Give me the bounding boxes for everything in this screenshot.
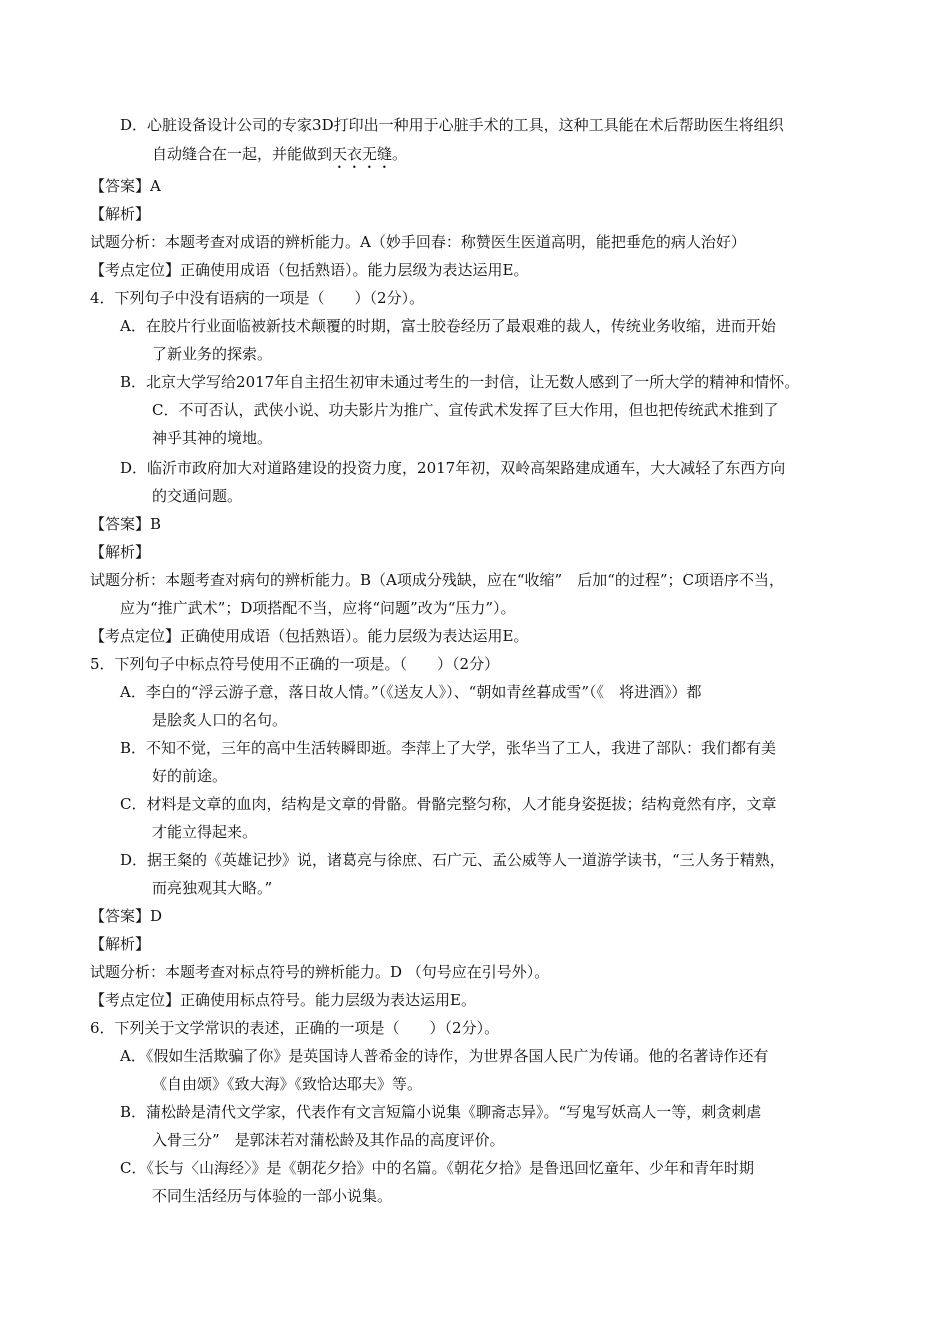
- q5-option-c-line1: C．材料是文章的血肉，结构是文章的骨骼。骨骼完整匀称，人才能身姿挺拔；结构竟然有序，文章: [120, 795, 777, 813]
- q5-option-c-line2: 才能立得起来。: [152, 823, 258, 841]
- q4-option-b-line1: B．北京大学写给2017年自主招生初审未通过考生的一封信，让无数人感到了一所大学的精神和情怀。: [120, 373, 800, 391]
- q6-option-a-line2: 《自由颂》《致大海》《致恰达耶夫》等。: [152, 1075, 423, 1093]
- q4-analysis-label: 【解析】: [90, 543, 151, 561]
- q3-emphasized-idiom: 天衣无缝: [332, 145, 393, 163]
- q5-analysis: 试题分析：本题考查对标点符号的辨析能力。D （句号应在引号外）。: [90, 963, 550, 981]
- q3-answer: 【答案】A: [90, 177, 161, 195]
- q3-option-d-line2-post: 。: [392, 145, 408, 163]
- q5-option-d-line2: 而亮独观其大略。”: [152, 879, 273, 897]
- q4-option-c-line1: C．不可否认，武侠小说、功夫影片为推广、宣传武术发挥了巨大作用，但也把传统武术推到了: [152, 401, 779, 419]
- q4-option-c-line2: 神乎其神的境地。: [152, 429, 273, 447]
- q3-option-d-line1: D．心脏设备设计公司的专家3D打印出一种用于心脏手术的工具，这种工具能在术后帮助医生将组织: [120, 116, 784, 134]
- q5-analysis-label: 【解析】: [90, 935, 151, 953]
- q4-analysis-line1: 试题分析：本题考查对病句的辨析能力。B（A项成分残缺，应在“收缩” 后加“的过程”；C项语序不当，: [90, 571, 785, 589]
- q4-stem: 4．下列句子中没有语病的一项是（ ）（2分）。: [90, 289, 425, 307]
- q6-option-c-line2: 不同生活经历与体验的一部小说集。: [152, 1187, 393, 1205]
- q3-option-d-line2: [152, 142, 407, 172]
- q6-option-a-line1: A．《假如生活欺骗了你》是英国诗人普希金的诗作，为世界各国人民广为传诵。他的名著诗作还有: [120, 1047, 769, 1065]
- q6-stem: 6．下列关于文学常识的表述，正确的一项是（ ）（2分）。: [90, 1019, 500, 1037]
- q3-analysis-label: 【解析】: [90, 205, 151, 223]
- q5-option-b-line2: 好的前途。: [152, 767, 228, 785]
- q5-answer: 【答案】D: [90, 907, 163, 925]
- q5-option-a-line2: 是脍炙人口的名句。: [152, 711, 288, 729]
- q4-analysis-line2: 应为“推广武术”；D项搭配不当，应将“问题”改为“压力”）。: [120, 599, 516, 617]
- q3-kaodian: 【考点定位】正确使用成语（包括熟语）。能力层级为表达运用E。: [90, 261, 529, 279]
- q5-option-d-line1: D．据王粲的《英雄记抄》说，诸葛亮与徐庶、石广元、孟公威等人一道游学读书，“三人务于精熟，: [120, 851, 785, 869]
- q4-option-d-line1: D．临沂市政府加大对道路建设的投资力度，2017年初，双岭高架路建成通车，大大减轻了东西方向: [120, 459, 786, 477]
- q5-option-a-line1: A．李白的“浮云游子意，落日故人情。”（《送友人》）、“朝如青丝暮成雪”（《 将进酒》）都: [120, 683, 702, 701]
- q6-option-b-line1: B．蒲松龄是清代文学家，代表作有文言短篇小说集《聊斋志异》。“写鬼写妖高人一等，刺贪刺虐: [120, 1103, 762, 1121]
- q4-option-a-line2: 了新业务的探索。: [152, 345, 273, 363]
- q5-kaodian: 【考点定位】正确使用标点符号。能力层级为表达运用E。: [90, 991, 476, 1009]
- q5-option-b-line1: B．不知不觉，三年的高中生活转瞬即逝。李萍上了大学，张华当了工人，我进了部队：我们都有美: [120, 739, 777, 757]
- q5-stem: 5．下列句子中标点符号使用不正确的一项是。（ ）（2分）: [90, 655, 500, 673]
- q3-option-d-line2-pre: 自动缝合在一起，并能做到: [152, 145, 333, 163]
- q4-answer: 【答案】B: [90, 515, 162, 533]
- q6-option-b-line2: 入骨三分” 是郭沫若对蒲松龄及其作品的高度评价。: [152, 1131, 505, 1149]
- q6-option-c-line1: C．《长与〈山海经〉》是《朝花夕拾》中的名篇。《朝花夕拾》是鲁迅回忆童年、少年和青年时期: [120, 1159, 754, 1177]
- q4-kaodian: 【考点定位】正确使用成语（包括熟语）。能力层级为表达运用E。: [90, 627, 529, 645]
- q3-analysis: 试题分析：本题考查对成语的辨析能力。A（妙手回春：称赞医生医道高明，能把垂危的病人治好）: [90, 233, 746, 251]
- q4-option-a-line1: A．在胶片行业面临被新技术颠覆的时期，富士胶卷经历了最艰难的裁人，传统业务收缩，进而开始: [120, 317, 776, 335]
- q4-option-d-line2: 的交通问题。: [152, 487, 243, 505]
